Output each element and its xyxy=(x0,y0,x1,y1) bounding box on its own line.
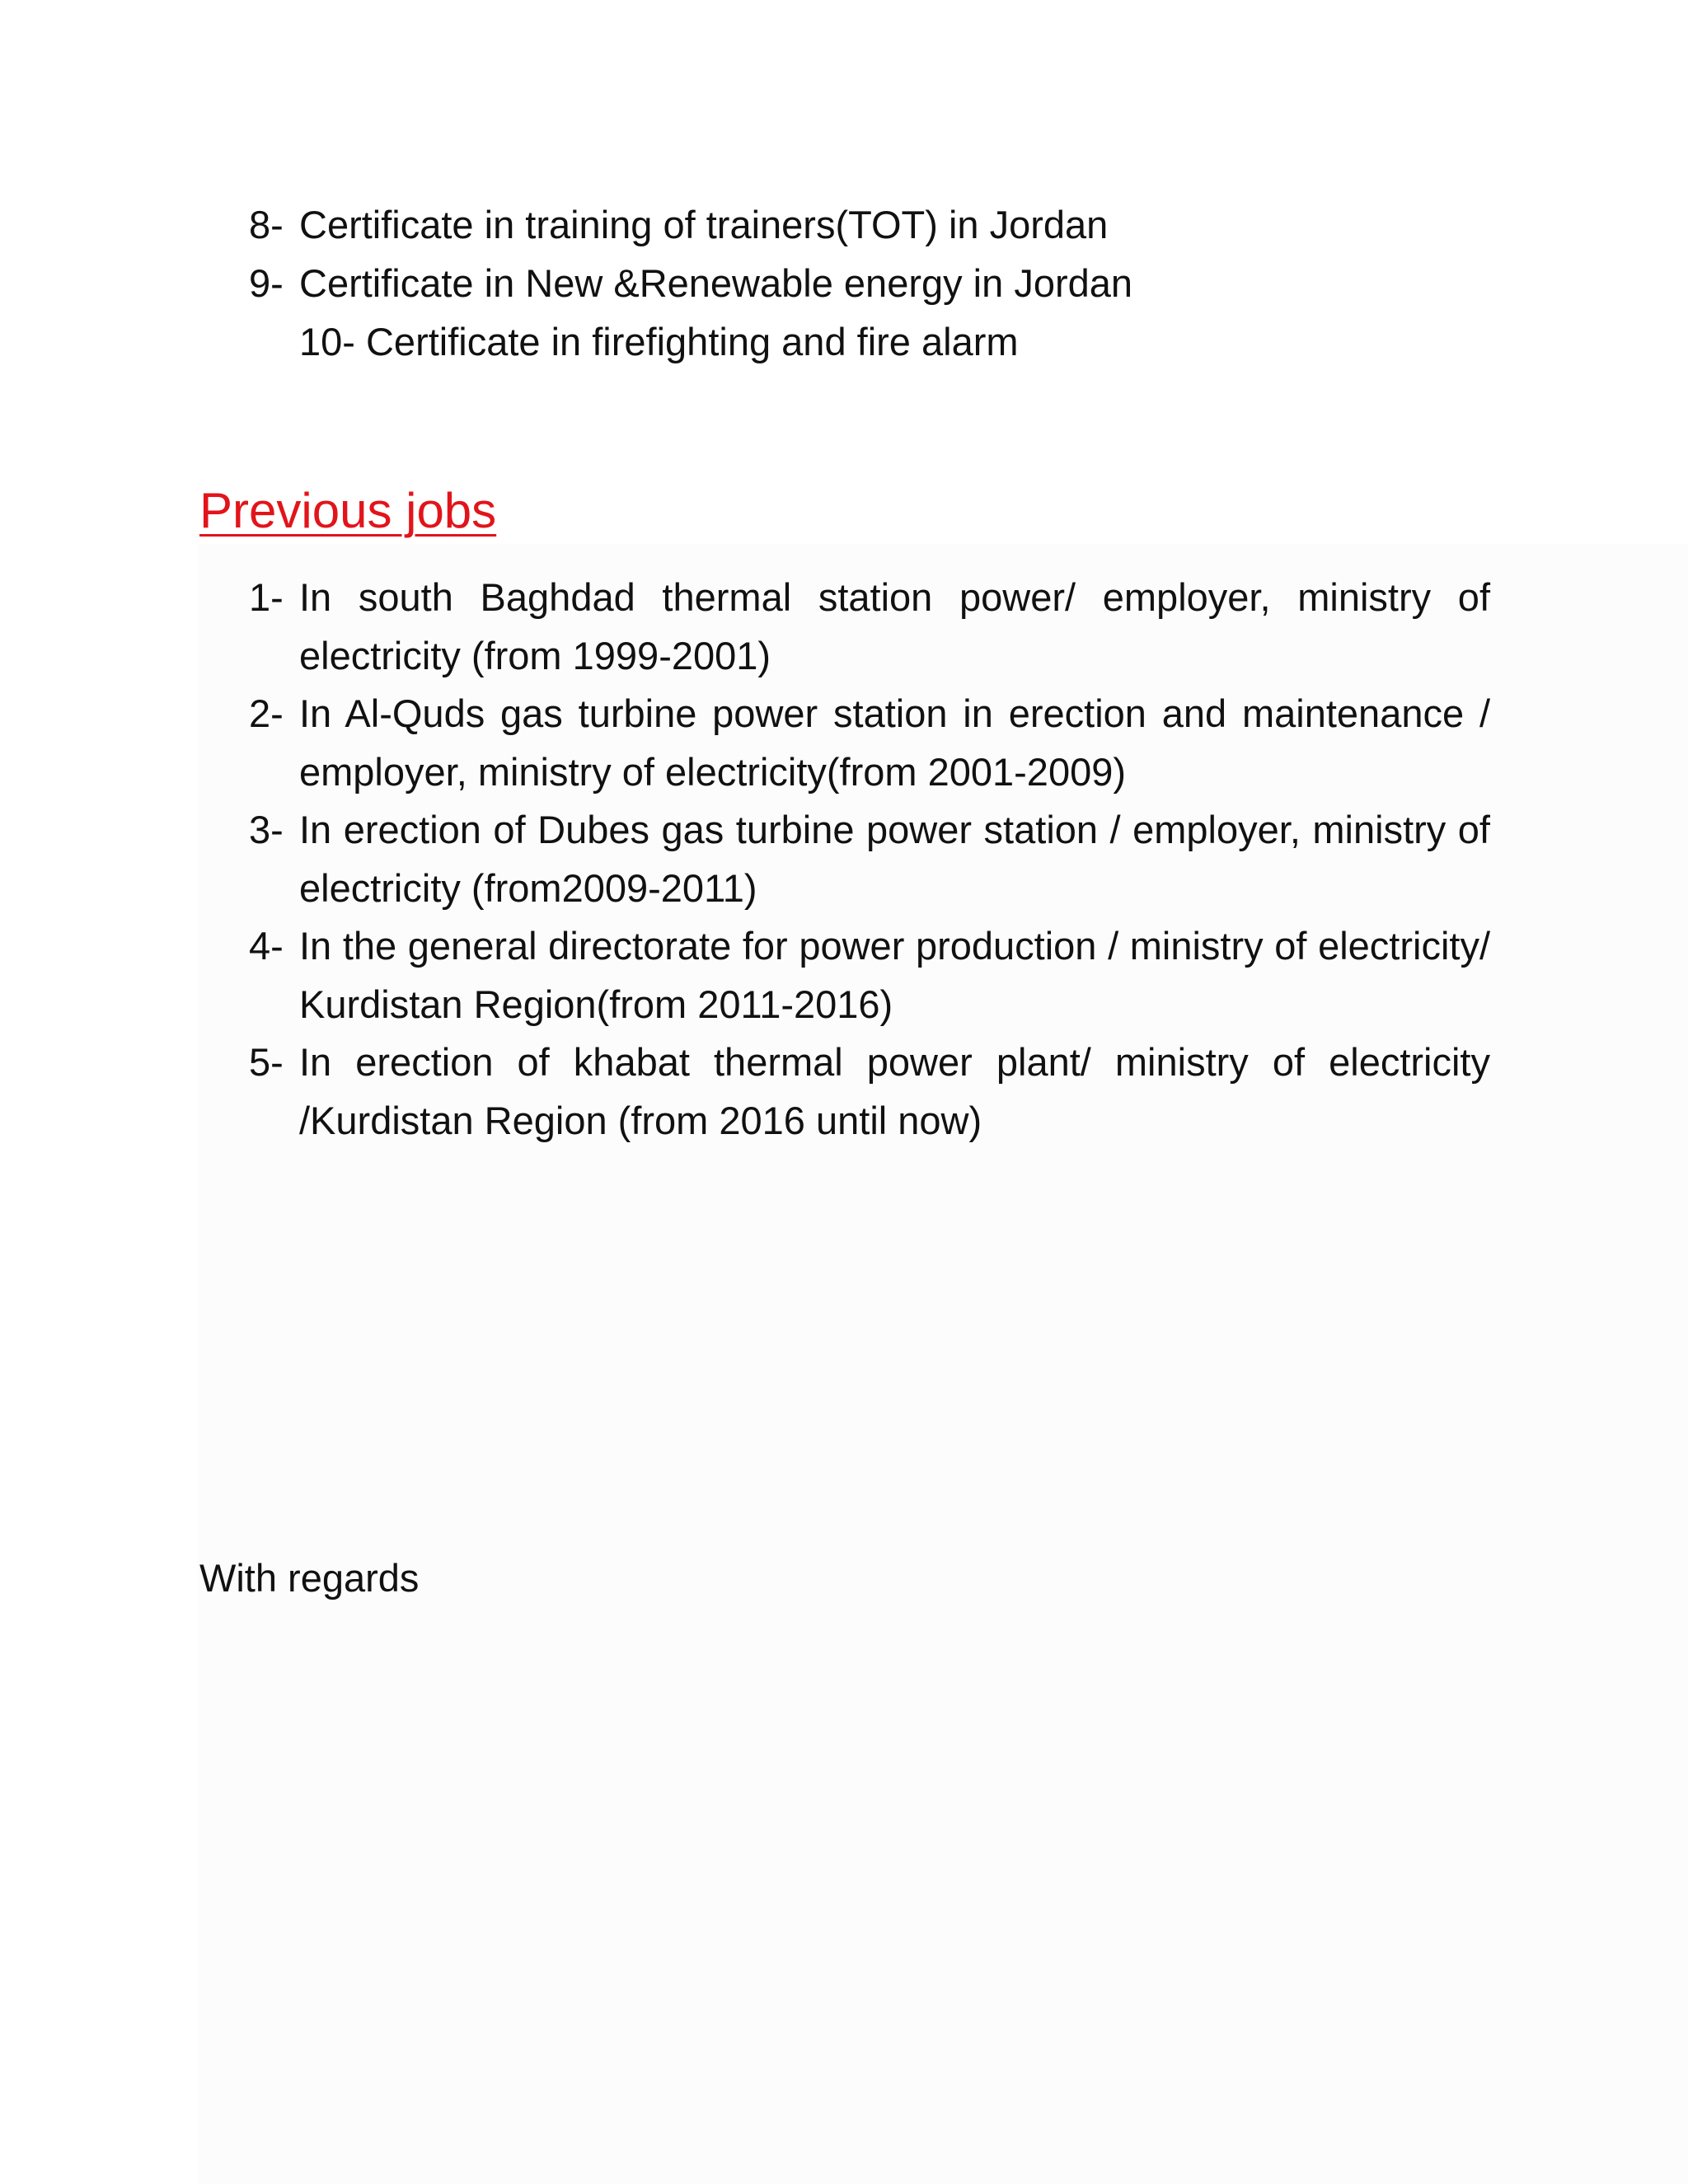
certificate-number: 9- xyxy=(249,261,284,305)
certificate-text: Certificate in New &Renewable energy in Jordan xyxy=(299,261,1133,305)
job-item xyxy=(249,685,1490,801)
certificate-text: Certificate in training of trainers(TOT) in Jordan xyxy=(299,203,1109,246)
job-number: 1- xyxy=(249,575,284,619)
closing-line: With regards xyxy=(199,1556,420,1600)
job-text: In erection of Dubes gas turbine power station / employer, ministry of electricity (from2009-2011) xyxy=(299,808,1490,910)
job-item xyxy=(249,801,1490,917)
job-text: In erection of khabat thermal power plant/ ministry of electricity /Kurdistan Region (from 2016 until now) xyxy=(299,1040,1490,1142)
certificate-text: 10- Certificate in firefighting and fire alarm xyxy=(299,320,1019,363)
job-text: In south Baghdad thermal station power/ employer, ministry of electricity (from 1999-2001) xyxy=(299,575,1490,677)
job-text: In Al-Quds gas turbine power station in erection and maintenance / employer, ministry of electricity(from 2001-2009) xyxy=(299,691,1490,794)
job-item xyxy=(249,917,1490,1033)
certificate-item xyxy=(249,255,1490,312)
job-item xyxy=(249,1033,1490,1150)
job-number: 5- xyxy=(249,1040,284,1084)
previous-jobs-heading: Previous jobs xyxy=(199,483,497,538)
job-number: 2- xyxy=(249,691,284,735)
certificate-item xyxy=(299,313,1540,371)
certificate-number: 8- xyxy=(249,203,284,246)
job-number: 3- xyxy=(249,808,284,851)
job-item xyxy=(249,569,1490,685)
job-text: In the general directorate for power production / ministry of electricity/ Kurdistan Region(from 2011-2016) xyxy=(299,924,1490,1026)
job-number: 4- xyxy=(249,924,284,968)
certificate-item xyxy=(249,196,1490,254)
